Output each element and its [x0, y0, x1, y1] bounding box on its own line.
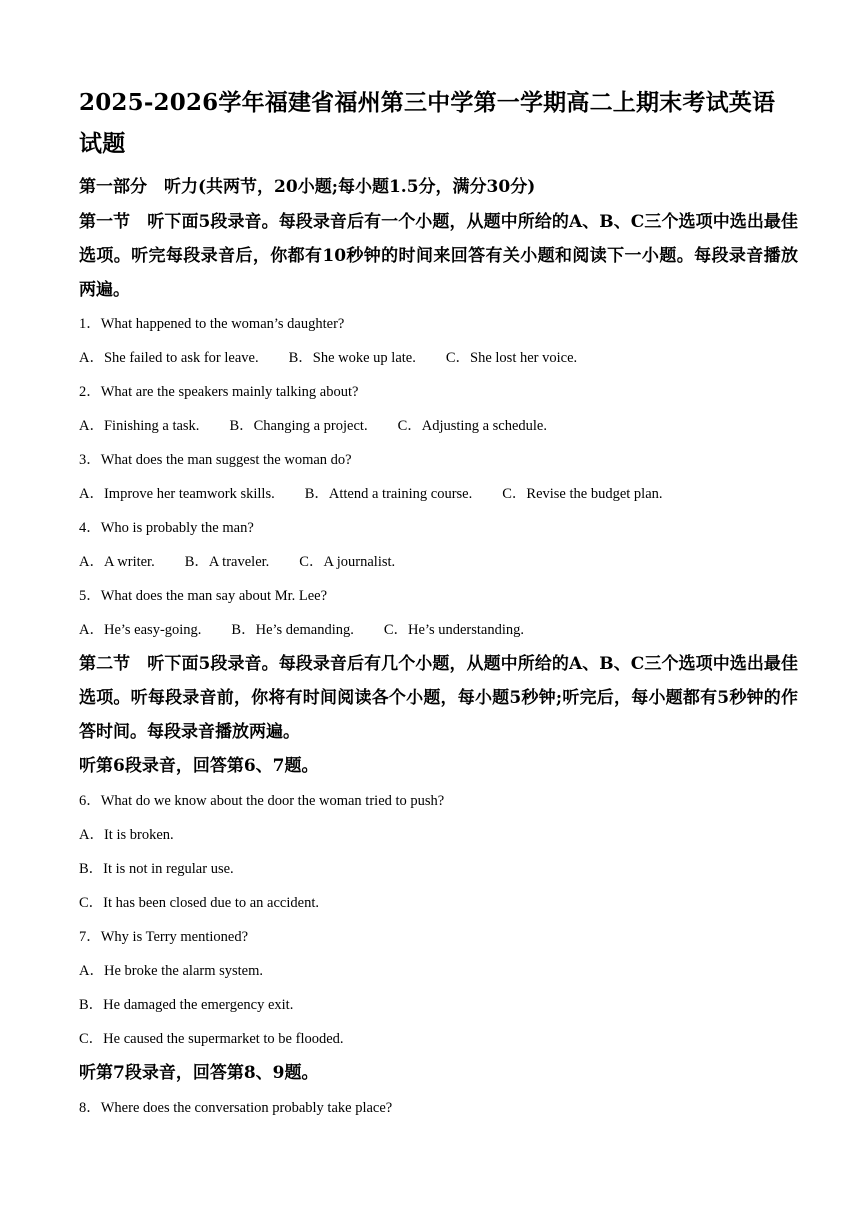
question-6-stem: 6．What do we know about the door the woman tried to push?	[79, 793, 445, 809]
group7-heading: 听第7段录音，回答第8、9题。	[79, 1063, 319, 1083]
page-title: 2025-2026学年福建省福州第三中学第一学期高二上期末考试英语试题	[79, 89, 776, 157]
question-8-stem: 8．Where does the conversation probably take place?	[79, 1100, 393, 1116]
q7-option-c: C．He caused the supermarket to be flooded.	[79, 1031, 344, 1047]
q1-option-b: B．She woke up late.	[288, 350, 416, 366]
q6-option-b: B．It is not in regular use.	[79, 861, 234, 877]
q6-option-c: C．It has been closed due to an accident.	[79, 895, 319, 911]
q3-option-b: B．Attend a training course.	[304, 486, 473, 502]
question-5-stem: 5．What does the man say about Mr. Lee?	[79, 588, 328, 604]
q2-option-c: C．Adjusting a schedule.	[397, 418, 547, 434]
question-3-stem: 3．What does the man suggest the woman do?	[79, 452, 352, 468]
q5-option-b: B．He’s demanding.	[231, 622, 354, 638]
q5-option-c: C．He’s understanding.	[383, 622, 525, 638]
q2-option-b: B．Changing a project.	[229, 418, 368, 434]
q1-option-a: A．She failed to ask for leave.	[79, 350, 259, 366]
q4-option-a: A．A writer.	[79, 554, 155, 570]
question-1-stem: 1．What happened to the woman’s daughter?	[79, 316, 345, 332]
q4-option-b: B．A traveler.	[184, 554, 270, 570]
q5-option-a: A．He’s easy-going.	[79, 622, 202, 638]
question-4-options	[79, 545, 798, 579]
question-4-stem: 4．Who is probably the man?	[79, 520, 254, 536]
q6-option-a: A．It is broken.	[79, 827, 174, 843]
q3-option-a: A．Improve her teamwork skills.	[79, 486, 275, 502]
part1-heading: 第一部分 听力(共两节，20小题;每小题1.5分，满分30分)	[79, 177, 536, 197]
q7-option-a: A．He broke the alarm system.	[79, 963, 264, 979]
group6-heading: 听第6段录音，回答第6、7题。	[79, 756, 319, 776]
question-1-options	[79, 341, 798, 375]
section1-instructions: 第一节 听下面5段录音。每段录音后有一个小题，从题中所给的A、B、C三个选项中选出最佳选项。听完每段录音后，你都有10秒钟的时间来回答有关小题和阅读下一小题。每段录音播放两遍。	[79, 212, 798, 300]
question-2-stem: 2．What are the speakers mainly talking about?	[79, 384, 359, 400]
q7-option-b: B．He damaged the emergency exit.	[79, 997, 294, 1013]
question-5-options	[79, 613, 798, 647]
q2-option-a: A．Finishing a task.	[79, 418, 200, 434]
question-3-options	[79, 477, 798, 511]
q4-option-c: C．A journalist.	[299, 554, 396, 570]
question-7-stem: 7．Why is Terry mentioned?	[79, 929, 249, 945]
question-2-options	[79, 409, 798, 443]
section2-instructions: 第二节 听下面5段录音。每段录音后有几个小题，从题中所给的A、B、C三个选项中选出最佳选项。听每段录音前，你将有时间阅读各个小题，每小题5秒钟;听完后，每小题都有5秒钟的作答时间。每段录音播放两遍。	[79, 654, 798, 742]
q1-option-c: C．She lost her voice.	[445, 350, 578, 366]
q3-option-c: C．Revise the budget plan.	[502, 486, 663, 502]
